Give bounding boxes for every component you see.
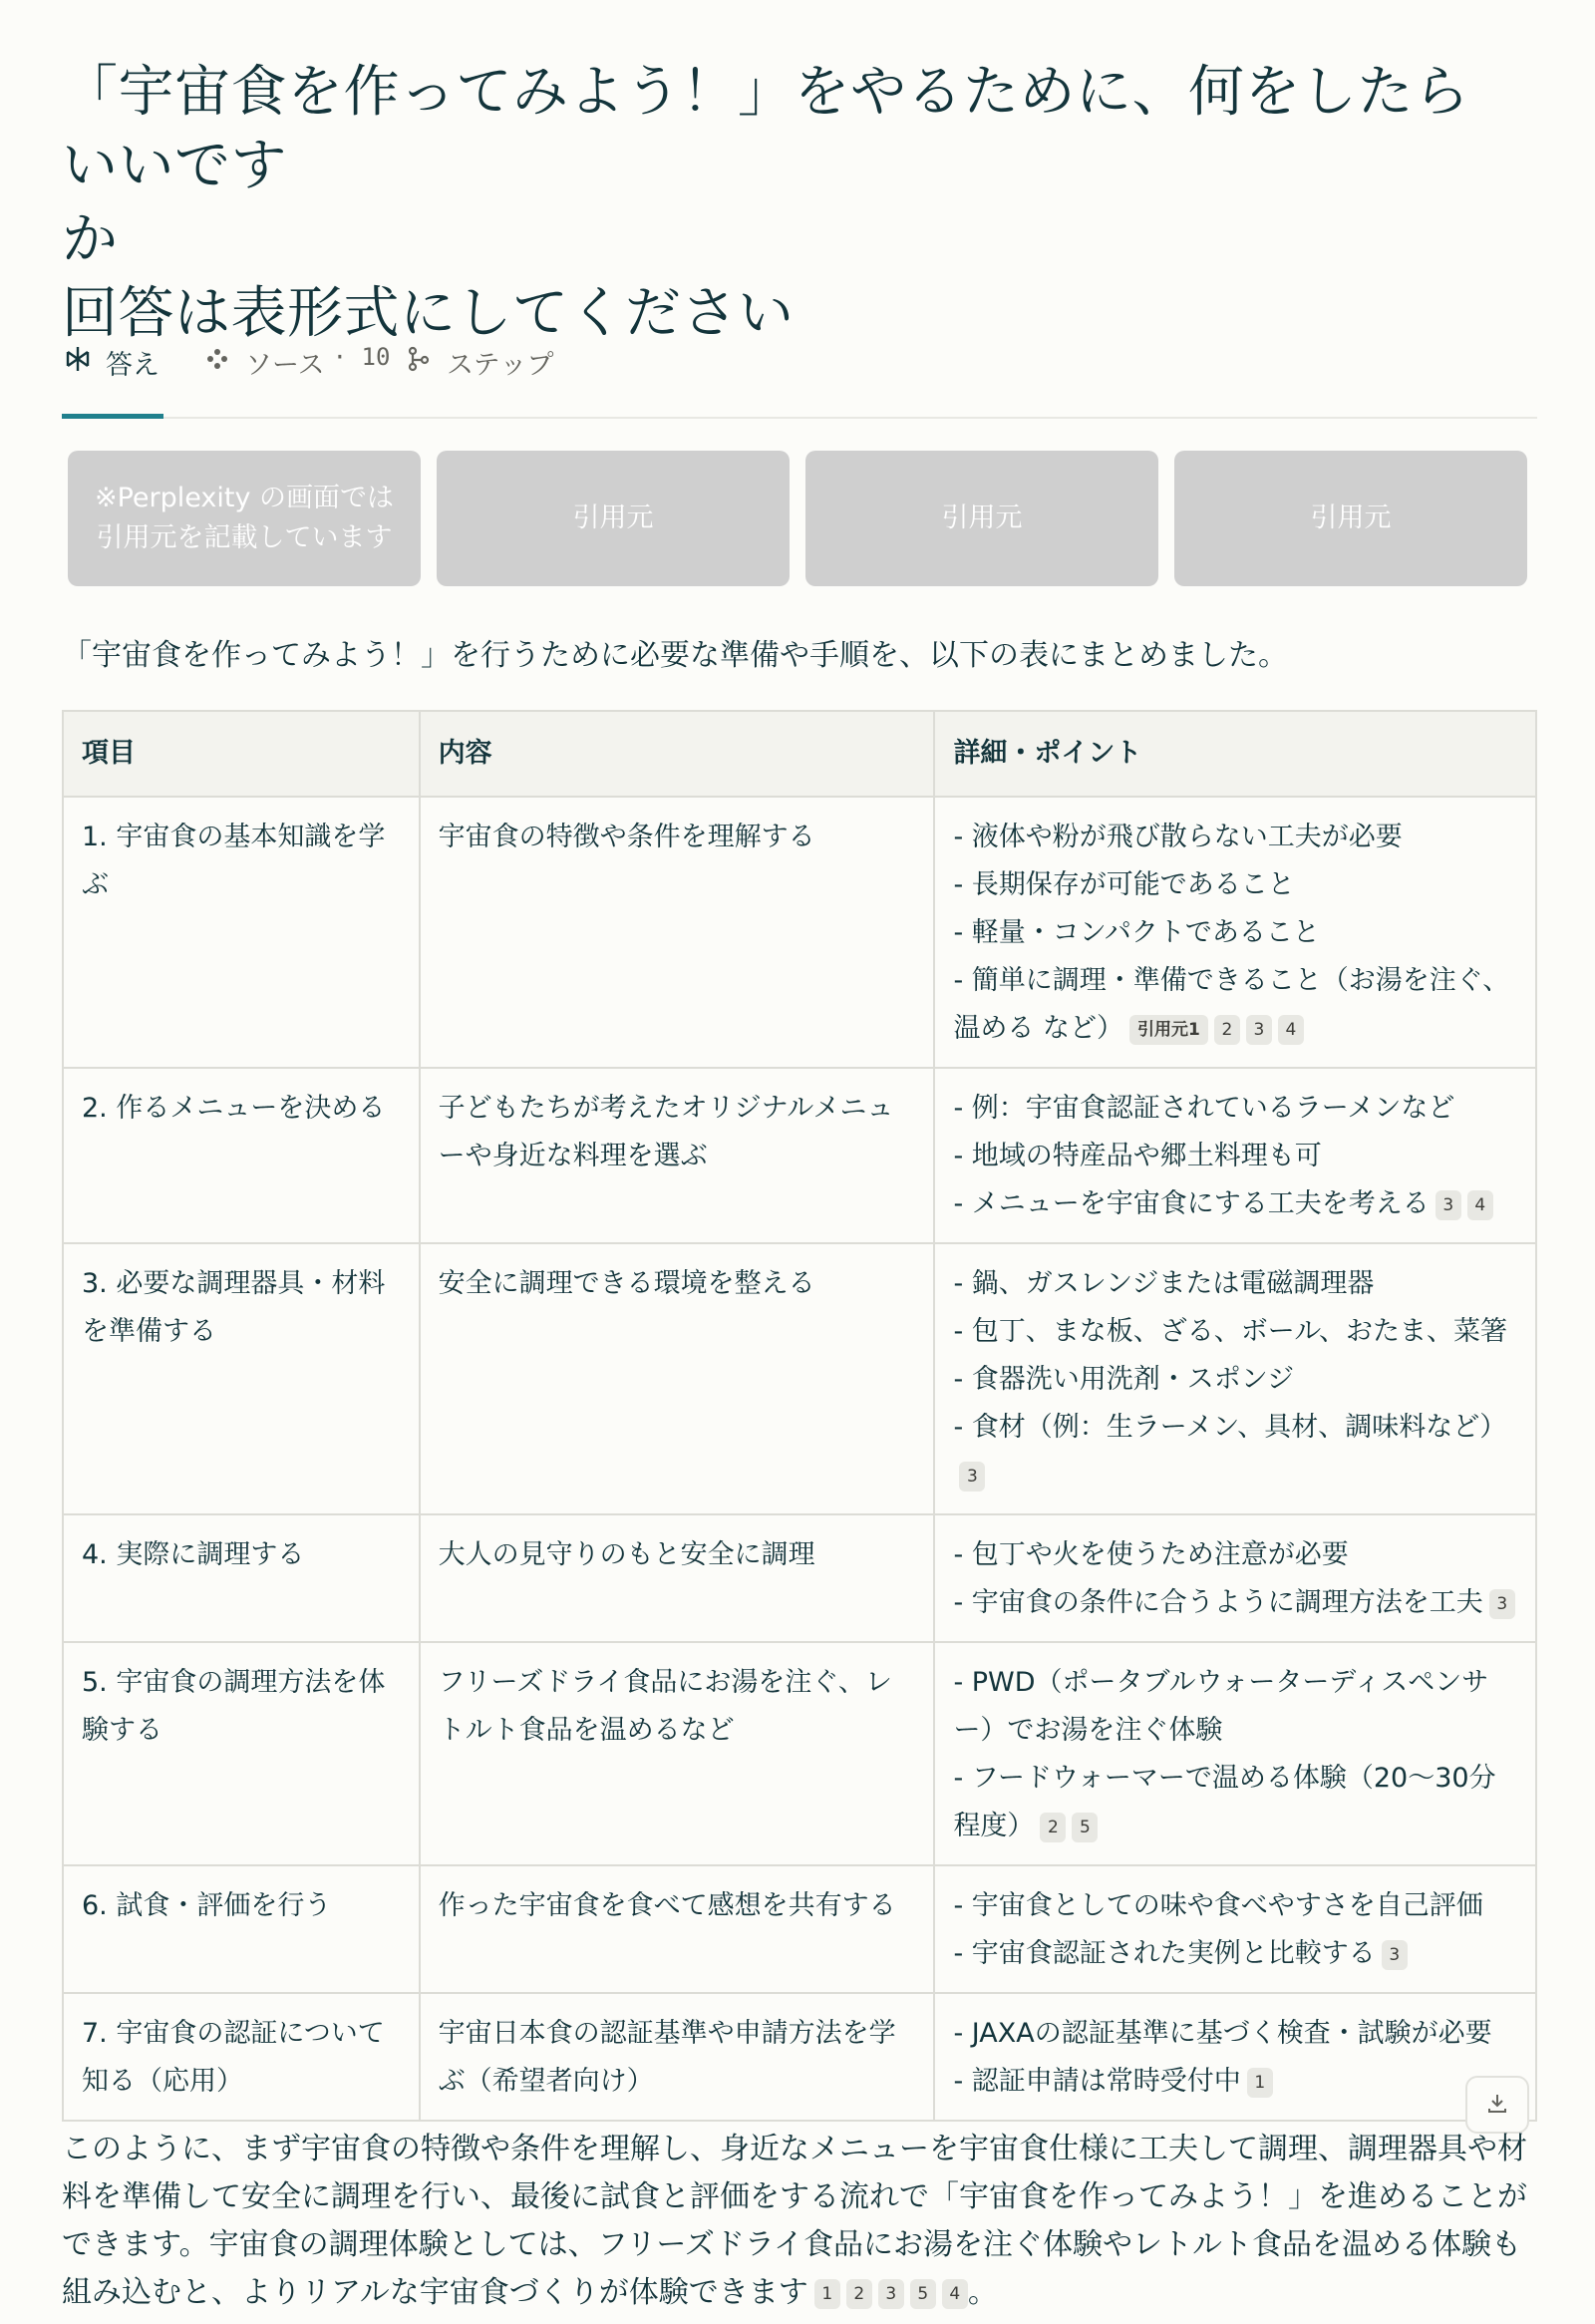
detail-text: - 宇宙食の条件に合うように調理方法を工夫: [953, 1587, 1483, 1618]
tab-steps-label: ステップ: [447, 350, 554, 381]
detail-line: [953, 1180, 1519, 1228]
tab-sources-label: ソース: [245, 350, 325, 381]
detail-line: [953, 1085, 1519, 1133]
citation-badge[interactable]: 5: [910, 2279, 936, 2309]
summary-end: 。: [967, 2275, 998, 2310]
detail-line: [953, 957, 1519, 1053]
details-cell: [934, 1642, 1536, 1865]
details-cell: [934, 1865, 1536, 1993]
detail-text: - 食器洗い用洗剤・スポンジ: [953, 1364, 1295, 1395]
citation-badge[interactable]: 3: [1436, 1190, 1461, 1220]
details-cell: [934, 1993, 1536, 2121]
source-card[interactable]: 引用元: [1174, 451, 1527, 586]
citation-badge[interactable]: 2: [846, 2279, 872, 2309]
detail-text: - 宇宙食としての味や食べやすさを自己評価: [953, 1890, 1483, 1921]
detail-line: [953, 814, 1519, 861]
detail-line: [953, 861, 1519, 909]
summary-body: このように、まず宇宙食の特徴や条件を理解し、身近なメニューを宇宙食仕様に工夫して調理、調理器具や材料を準備して安全に調理を行い、最後に試食と評価をする流れで「宇宙食を作ってみよう！」を進めることができます。宇宙食の調理体験としては、フリーズドライ食品にお湯を注ぐ体験やレトルト食品を温める体験も組み込むと、よりリアルな宇宙食づくりが体験できます: [62, 2132, 1527, 2310]
citation-badge[interactable]: 3: [959, 1462, 985, 1492]
details-cell: [934, 1514, 1536, 1642]
content-cell: 宇宙日本食の認証基準や申請方法を学ぶ（希望者向け）: [420, 1993, 935, 2121]
detail-line: [953, 1356, 1519, 1404]
table-row: [63, 1514, 1536, 1642]
detail-line: [953, 2058, 1519, 2106]
content-cell: 作った宇宙食を食べて感想を共有する: [420, 1865, 935, 1993]
column-header: 内容: [420, 711, 935, 797]
item-cell: 7. 宇宙食の認証について知る（応用）: [63, 1993, 420, 2121]
citation-badge[interactable]: 4: [1467, 1190, 1493, 1220]
tab-sources-count: · 10: [332, 343, 391, 371]
detail-line: [953, 1260, 1519, 1308]
detail-line: [953, 909, 1519, 957]
detail-text: - 長期保存が可能であること: [953, 869, 1295, 900]
detail-text: - 地域の特産品や郷土料理も可: [953, 1141, 1322, 1171]
detail-text: - 簡単に調理・準備できること（お湯を注ぐ、温める など）: [953, 965, 1510, 1044]
detail-text: - 液体や粉が飛び散らない工夫が必要: [953, 822, 1403, 852]
detail-line: [953, 1133, 1519, 1180]
detail-line: [953, 1531, 1519, 1579]
detail-line: [953, 1930, 1519, 1978]
item-cell: 4. 実際に調理する: [63, 1514, 420, 1642]
citation-badge[interactable]: 4: [1278, 1015, 1304, 1045]
steps-icon: [403, 343, 435, 375]
detail-text: - メニューを宇宙食にする工夫を考える: [953, 1188, 1430, 1219]
citation-badge[interactable]: 引用元1: [1129, 1015, 1208, 1045]
table-row: [63, 1993, 1536, 2121]
detail-text: - 認証申請は常時受付中: [953, 2066, 1241, 2097]
detail-line: [953, 1404, 1519, 1499]
detail-text: - PWD（ポータブルウォーターディスペンサー）でお湯を注ぐ体験: [953, 1667, 1489, 1746]
content-cell: 宇宙食の特徴や条件を理解する: [420, 797, 935, 1068]
sources-icon: [201, 343, 233, 375]
table-row: [63, 797, 1536, 1068]
item-cell: 2. 作るメニューを決める: [63, 1068, 420, 1243]
details-cell: [934, 1068, 1536, 1243]
detail-line: [953, 1755, 1519, 1850]
citation-badge[interactable]: 2: [1040, 1813, 1066, 1842]
detail-text: - 包丁や火を使うため注意が必要: [953, 1539, 1349, 1570]
citation-badge[interactable]: 3: [1382, 1940, 1408, 1970]
intro-text: 「宇宙食を作ってみよう！」を行うために必要な準備や手順を、以下の表にまとめました。: [62, 638, 1288, 673]
summary-citations: [808, 2275, 968, 2310]
perplexity-icon: [62, 343, 94, 375]
item-cell: 5. 宇宙食の調理方法を体験する: [63, 1642, 420, 1865]
detail-line: [953, 1659, 1519, 1755]
answer-tabs: [62, 335, 1537, 419]
detail-text: - 宇宙食認証された実例と比較する: [953, 1938, 1376, 1969]
detail-text: - 包丁、まな板、ざる、ボール、おたま、菜箸: [953, 1316, 1508, 1347]
citation-badge[interactable]: 2: [1214, 1015, 1240, 1045]
item-cell: 3. 必要な調理器具・材料を準備する: [63, 1243, 420, 1514]
details-cell: [934, 797, 1536, 1068]
download-icon: [1486, 2092, 1508, 2118]
detail-text: - 食材（例：生ラーメン、具材、調味料など）: [953, 1412, 1507, 1443]
table-row: [63, 1865, 1536, 1993]
column-header: 詳細・ポイント: [934, 711, 1536, 797]
tab-answer-label: 答え: [106, 350, 160, 381]
citation-badge[interactable]: 5: [1072, 1813, 1098, 1842]
detail-text: - 軽量・コンパクトであること: [953, 917, 1320, 948]
detail-line: [953, 2010, 1519, 2058]
source-card[interactable]: 引用元: [805, 451, 1158, 586]
source-card[interactable]: ※Perplexity の画面では 引用元を記載しています: [68, 451, 421, 586]
source-card[interactable]: 引用元: [437, 451, 790, 586]
content-cell: 子どもたちが考えたオリジナルメニューや身近な料理を選ぶ: [420, 1068, 935, 1243]
question-title: 「宇宙食を作ってみよう！」をやるために、何をしたらいいです か 回答は表形式にしてください: [62, 60, 1470, 346]
citation-badge[interactable]: 3: [1246, 1015, 1272, 1045]
summary-text: [62, 2126, 1547, 2317]
steps-table: [62, 710, 1537, 2122]
detail-line: [953, 1579, 1519, 1627]
tab-answer[interactable]: [62, 343, 163, 417]
details-cell: [934, 1243, 1536, 1514]
detail-text: - フードウォーマーで温める体験（20〜30分程度）: [953, 1763, 1496, 1841]
source-cards: [68, 451, 1527, 586]
table-row: [63, 1642, 1536, 1865]
table-body: [63, 797, 1536, 2121]
item-cell: 6. 試食・評価を行う: [63, 1865, 420, 1993]
detail-text: - 鍋、ガスレンジまたは電磁調理器: [953, 1268, 1375, 1299]
detail-text: - JAXAの認証基準に基づく検査・試験が必要: [953, 2018, 1492, 2049]
table-row: [63, 1243, 1536, 1514]
tab-steps[interactable]: [403, 343, 553, 417]
table-header-row: [63, 711, 1536, 797]
detail-line: [953, 1882, 1519, 1930]
table-row: [63, 1068, 1536, 1243]
content-cell: 大人の見守りのもと安全に調理: [420, 1514, 935, 1642]
column-header: 項目: [63, 711, 420, 797]
citation-badge[interactable]: 3: [878, 2279, 904, 2309]
citation-badge[interactable]: 1: [1247, 2068, 1273, 2098]
detail-text: - 例：宇宙食認証されているラーメンなど: [953, 1093, 1455, 1124]
content-cell: フリーズドライ食品にお湯を注ぐ、レトルト食品を温めるなど: [420, 1642, 935, 1865]
item-cell: 1. 宇宙食の基本知識を学ぶ: [63, 797, 420, 1068]
content-cell: 安全に調理できる環境を整える: [420, 1243, 935, 1514]
citation-badge[interactable]: 3: [1489, 1589, 1515, 1619]
citation-badge[interactable]: 4: [942, 2279, 968, 2309]
citation-badge[interactable]: 1: [814, 2279, 840, 2309]
tab-sources[interactable]: [201, 343, 390, 417]
detail-line: [953, 1308, 1519, 1356]
